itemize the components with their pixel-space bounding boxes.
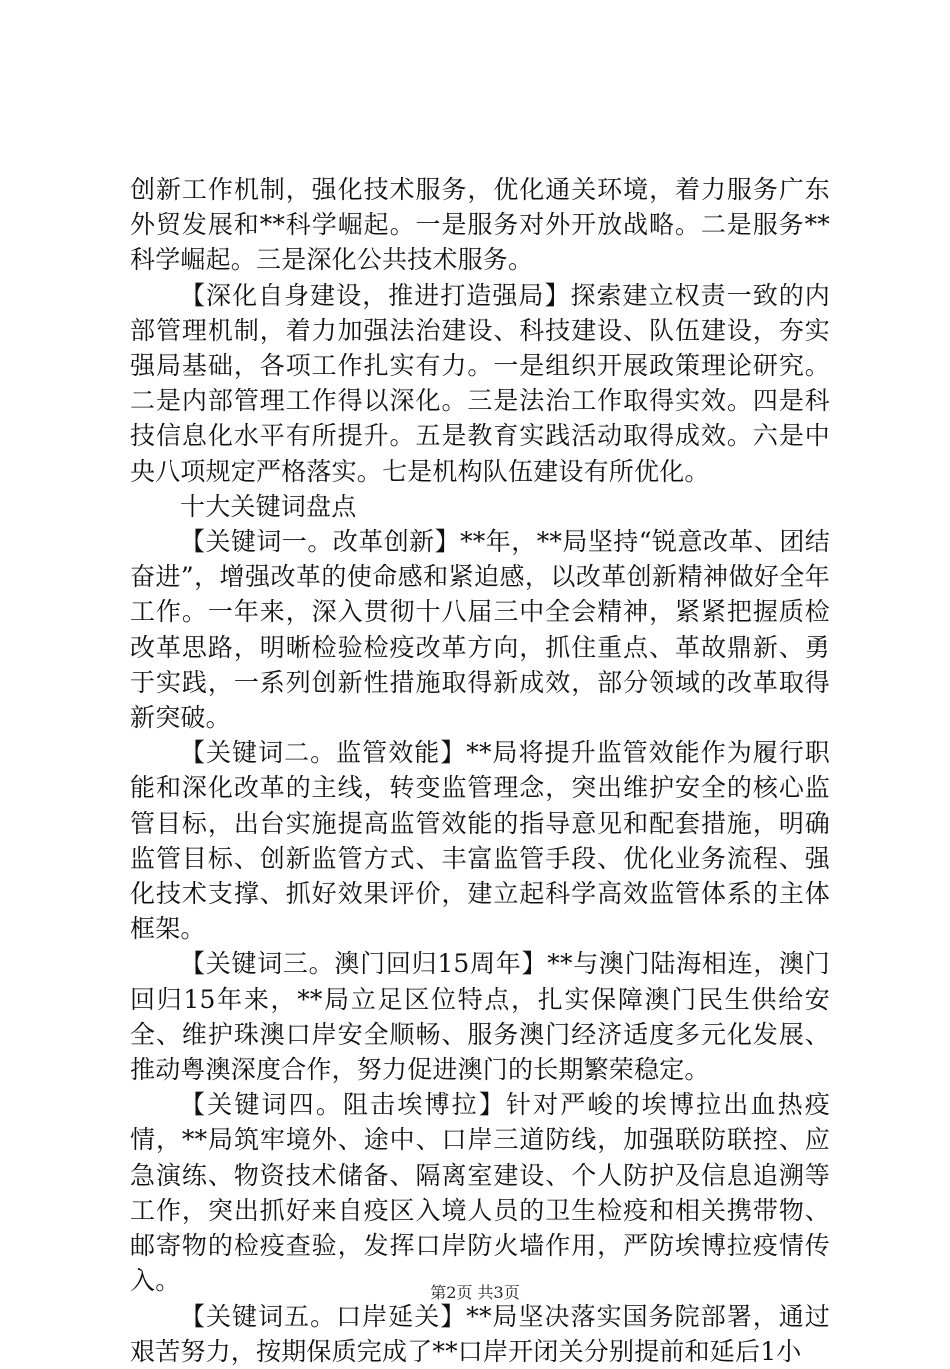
paragraph-keyword-4: 【关键词四。阻击埃博拉】针对严峻的埃博拉出血热疫情，**局筑牢境外、途中、口岸三道防线，加强联防联控、应急演练、物资技术储备、隔离室建设、个人防护及信息追溯等工作，突出抓好来自疫区入境人员的卫生检疫和相关携带物、邮寄物的检疫查验，发挥口岸防火墙作用，严防埃博拉疫情传入。 xyxy=(130,1090,830,1296)
paragraph-keyword-5: 【关键词五。口岸延关】**局坚决落实国务院部署，通过艰苦努力，按期保质完成了**口岸开闭关分别提前和延后1小 xyxy=(130,1301,830,1366)
document-body xyxy=(130,172,830,1369)
paragraph-keyword-3: 【关键词三。澳门回归15周年】**与澳门陆海相连，澳门回归15年来，**局立足区位特点，扎实保障澳门民生供给安全、维护珠澳口岸安全顺畅、服务澳门经济适度多元化发展、推动粤澳深度合作，努力促进澳门的长期繁荣稳定。 xyxy=(130,949,830,1085)
page-footer: 第2页 共3页 xyxy=(430,1283,520,1302)
paragraph-keyword-2: 【关键词二。监管效能】**局将提升监管效能作为履行职能和深化改革的主线，转变监管理念，突出维护安全的核心监管目标，出台实施提高监管效能的指导意见和配套措施，明确监管目标、创新监管方式、丰富监管手段、优化业务流程、强化技术支撑、抓好效果评价，建立起科学高效监管体系的主体框架。 xyxy=(130,738,830,944)
paragraph-intro-continuation: 创新工作机制，强化技术服务，优化通关环境，着力服务广东外贸发展和**科学崛起。一是服务对外开放战略。二是服务**科学崛起。三是深化公共技术服务。 xyxy=(130,175,830,275)
paragraph-self-construction: 【深化自身建设，推进打造强局】探索建立权责一致的内部管理机制，着力加强法治建设、科技建设、队伍建设，夯实强局基础，各项工作扎实有力。一是组织开展政策理论研究。二是内部管理工作得以深化。三是法治工作取得实效。四是科技信息化水平有所提升。五是教育实践活动取得成效。六是中央八项规定严格落实。七是机构队伍建设有所优化。 xyxy=(130,280,830,486)
paragraph-keyword-1: 【关键词一。改革创新】**年，**局坚持“锐意改革、团结奋进”，增强改革的使命感和紧迫感，以改革创新精神做好全年工作。一年来，深入贯彻十八届三中全会精神，紧紧把握质检改革思路，明晰检验检疫改革方向，抓住重点、革故鼎新、勇于实践，一系列创新性措施取得新成效，部分领域的改革取得新突破。 xyxy=(130,527,830,733)
section-heading-keywords: 十大关键词盘点 xyxy=(180,491,357,521)
